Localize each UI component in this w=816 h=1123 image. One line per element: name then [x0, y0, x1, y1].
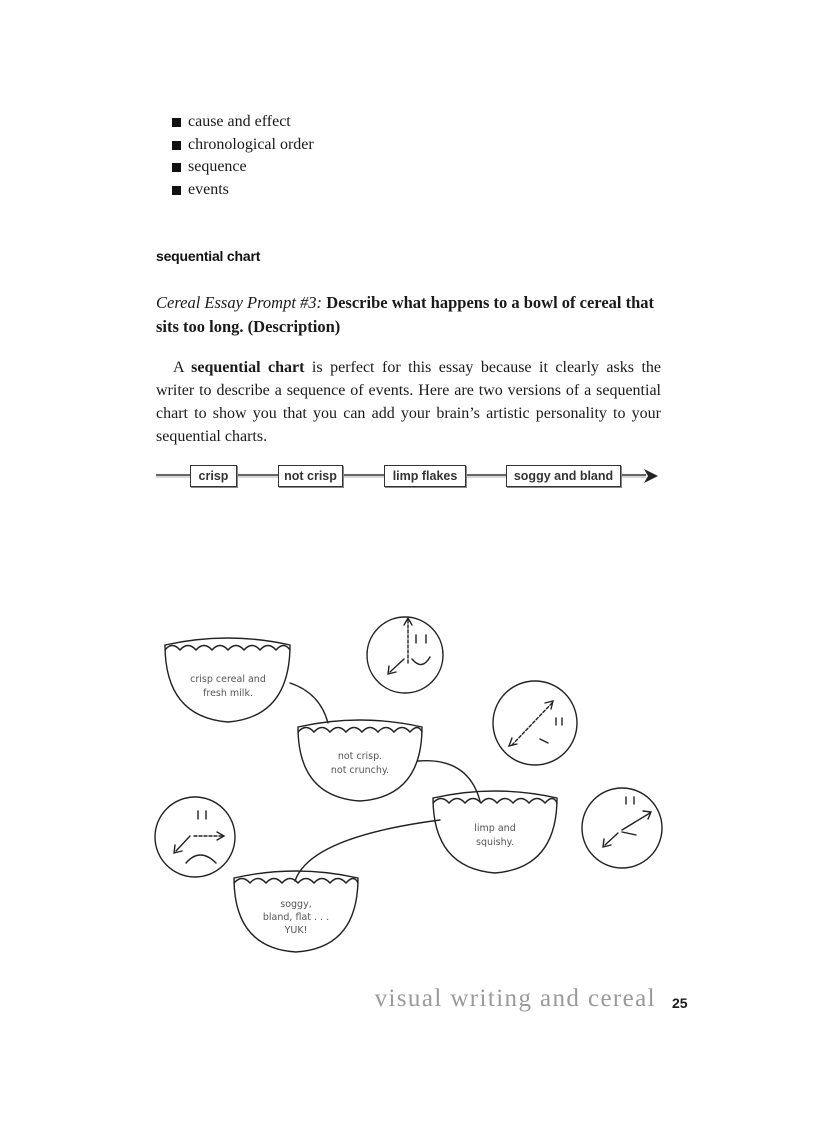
bowl-soggy	[234, 871, 358, 952]
arrowhead-icon	[644, 469, 658, 483]
bullet-item: events	[172, 179, 314, 202]
section-heading: sequential chart	[156, 248, 261, 264]
bowl-limp	[433, 791, 557, 873]
sad-face-icon	[155, 797, 235, 877]
essay-prompt	[156, 291, 661, 339]
bowl-label: bland, flat . . .	[262, 912, 330, 923]
page-footer	[375, 985, 656, 1013]
paragraph-term: sequential chart	[191, 359, 305, 376]
timeline-step: not crisp	[278, 465, 343, 487]
bullet-item: sequence	[172, 156, 314, 179]
sequential-timeline	[156, 460, 661, 492]
bowl-label: YUK!	[284, 925, 308, 936]
bullet-item: cause and effect	[172, 111, 314, 134]
page-number: 25	[672, 995, 688, 1011]
body-paragraph	[156, 356, 661, 448]
bowl-not-crisp	[298, 720, 422, 801]
limp-face-icon	[582, 788, 662, 868]
timeline-step: soggy and bland	[506, 465, 621, 487]
prompt-text: Describe what happens to a bowl of cereal that sits too long. (Description)	[156, 293, 655, 336]
bowl-crisp	[165, 638, 290, 722]
bowl-label: fresh milk.	[203, 688, 253, 699]
neutral-face-icon	[493, 681, 577, 765]
bowl-label: soggy,	[280, 899, 312, 910]
happy-face-icon	[367, 617, 443, 693]
bowl-sequence-illustration	[150, 605, 670, 960]
bowl-label: limp and	[474, 823, 516, 834]
bullet-item: chronological order	[172, 134, 314, 157]
running-footer-title: visual writing and cereal	[374, 985, 656, 1012]
paragraph-rest: is perfect for this essay because it clearly asks the writer to describe a sequence of events. Here are two versions of a sequential chart to show you that you can add your brain’s artistic personality to your sequential charts.	[156, 359, 662, 445]
timeline-step: crisp	[190, 465, 237, 487]
bowl-label: not crisp.	[337, 751, 383, 762]
bowl-label: squishy.	[476, 837, 514, 848]
timeline-step: limp flakes	[384, 465, 466, 487]
bullet-list	[172, 111, 314, 201]
paragraph-start: A	[173, 359, 192, 376]
bowl-label: not crunchy.	[330, 765, 390, 776]
bowl-label: crisp cereal and	[190, 674, 266, 685]
prompt-label: Cereal Essay Prompt #3:	[156, 293, 323, 312]
